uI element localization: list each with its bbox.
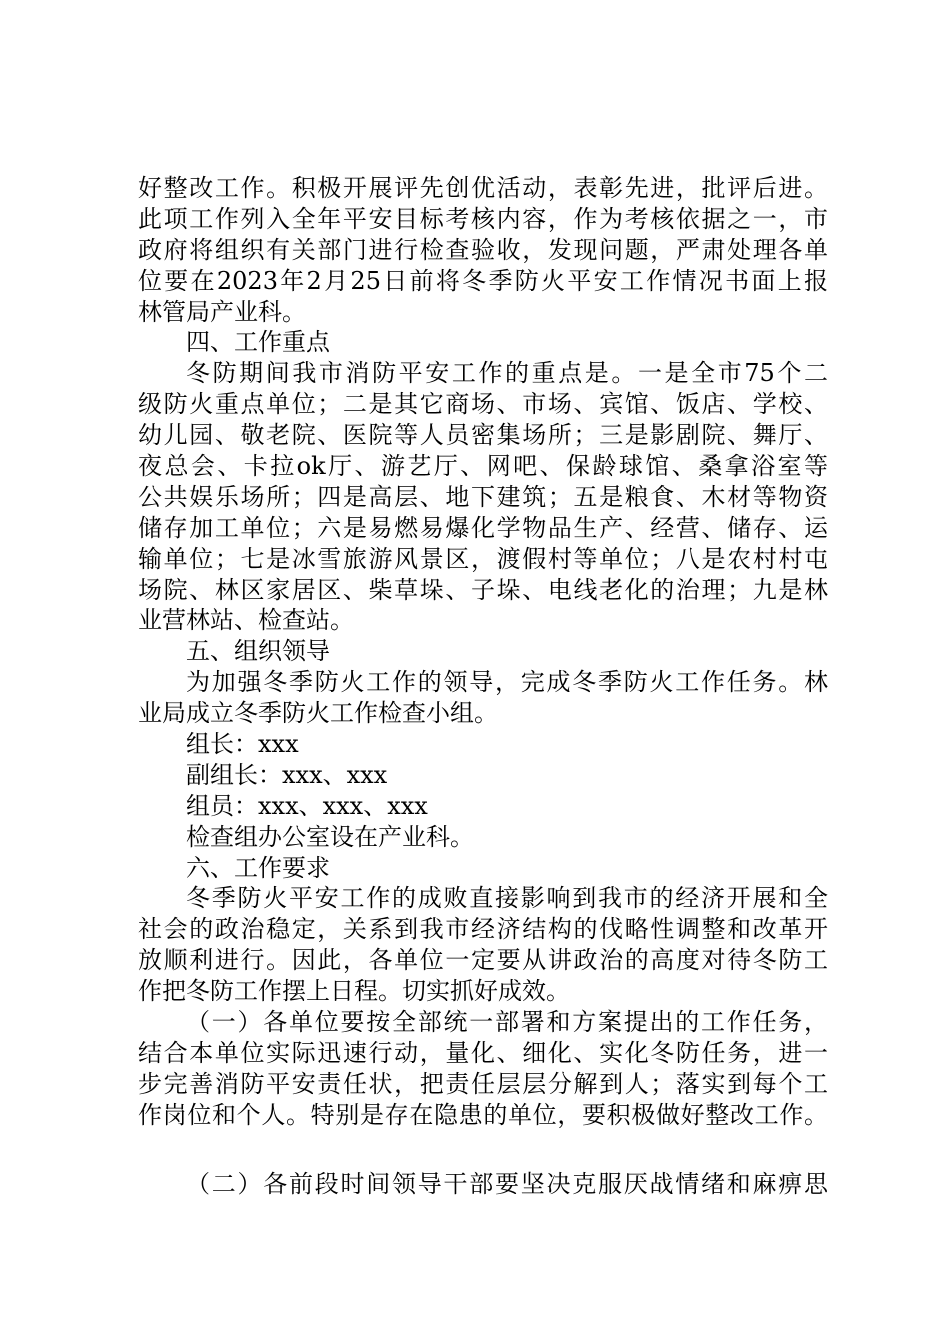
text-line: （二）各前段时间领导干部要坚决克服厌战情绪和麻痹思 [186, 1169, 828, 1198]
text-line: 结合本单位实际迅速行动，量化、细化、实化冬防任务，进一 [138, 1038, 828, 1067]
text-line: 冬防期间我市消防平安工作的重点是。一是全市75个二 [186, 359, 828, 388]
text-line: 公共娱乐场所；四是高层、地下建筑；五是粮食、木材等物资 [138, 482, 828, 511]
text-line: 作把冬防工作摆上日程。切实抓好成效。 [138, 977, 570, 1006]
text-line: 好整改工作。积极开展评先创优活动，表彰先进，批评后进。 [138, 174, 828, 202]
text-line: 副组长：xxx、xxx [186, 760, 388, 789]
text-line: 检查组办公室设在产业科。 [186, 822, 474, 851]
text-line: 业营林站、检查站。 [138, 606, 354, 635]
text-line: 储存加工单位；六是易燃易爆化学物品生产、经营、储存、运 [138, 513, 828, 542]
document-body [138, 173, 828, 1200]
section-heading: 五、组织领导 [186, 637, 330, 666]
text-line: 为加强冬季防火工作的领导，完成冬季防火工作任务。林 [186, 668, 828, 697]
text-line: 政府将组织有关部门进行检查验收，发现问题，严肃处理各单 [138, 235, 828, 264]
text-line: 场院、林区家居区、柴草垛、子垛、电线老化的治理；九是林 [138, 575, 828, 604]
text-line: 此项工作列入全年平安目标考核内容，作为考核依据之一，市 [138, 204, 828, 233]
text-line: 放顺利进行。因此，各单位一定要从讲政治的高度对待冬防工 [138, 946, 828, 975]
text-line: 组长：xxx [186, 730, 299, 759]
text-line: 组员：xxx、xxx、xxx [186, 791, 428, 820]
text-line: 输单位；七是冰雪旅游风景区，渡假村等单位；八是农村村屯 [138, 544, 828, 573]
text-line: 级防火重点单位；二是其它商场、市场、宾馆、饭店、学校、 [138, 390, 828, 419]
text-line: 冬季防火平安工作的成败直接影响到我市的经济开展和全 [186, 884, 828, 913]
text-line: 夜总会、卡拉ok厅、游艺厅、网吧、保龄球馆、桑拿浴室等 [138, 452, 828, 481]
text-line: 社会的政治稳定，关系到我市经济结构的伐略性调整和改革开 [138, 915, 828, 944]
text-line: 步完善消防平安责任状，把责任层层分解到人；落实到每个工 [138, 1069, 828, 1098]
section-heading: 四、工作重点 [186, 328, 330, 357]
text-line: 作岗位和个人。特别是存在隐患的单位，要积极做好整改工作。 [138, 1100, 828, 1129]
text-line: （一）各单位要按全部统一部署和方案提出的工作任务， [186, 1008, 828, 1037]
text-line: 幼儿园、敬老院、医院等人员密集场所；三是影剧院、舞厅、 [138, 421, 828, 450]
section-heading: 六、工作要求 [186, 853, 330, 882]
text-line: 位要在2023年2月25日前将冬季防火平安工作情况书面上报 [138, 266, 828, 295]
text-line: 业局成立冬季防火工作检查小组。 [138, 699, 498, 728]
text-line: 林管局产业科。 [138, 297, 306, 326]
